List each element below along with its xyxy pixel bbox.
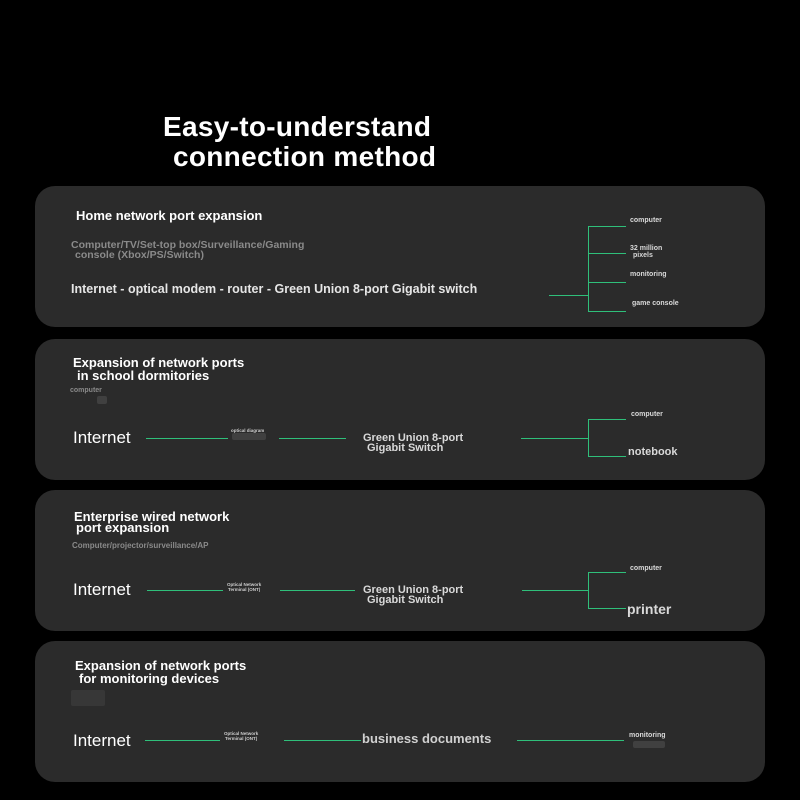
switch-line-1: Green Union 8-port [363, 584, 464, 596]
output-notebook: notebook [628, 446, 678, 458]
line-modem-switch [279, 438, 346, 439]
line-ont-center [284, 740, 361, 741]
branch-line [588, 572, 589, 608]
branch-printer [588, 608, 626, 609]
branch-computer [588, 419, 626, 420]
output-computer: computer [630, 217, 662, 224]
home-network-card [35, 186, 765, 327]
ont-label-line-2: Terminal (ONT) [225, 736, 258, 741]
branch-line [588, 226, 589, 312]
card-heading-line-2: in school dormitories [77, 368, 210, 383]
ont-label-line-1: Optical Network [227, 582, 262, 587]
page-title [163, 112, 436, 172]
devices-line-2: console (Xbox/PS/Switch) [75, 249, 204, 261]
switch-line-2: Gigabit Switch [367, 594, 444, 606]
output-monitoring: monitoring [630, 271, 667, 278]
connector-line [549, 295, 589, 296]
line-switch-devices [522, 590, 589, 591]
branch-notebook [588, 456, 626, 457]
ont-label-line-1: Optical Network [224, 731, 259, 736]
ont-label [227, 582, 261, 592]
devices-list: Computer/projector/surveillance/AP [72, 541, 209, 550]
branch-pixels [588, 253, 626, 254]
output-monitoring: monitoring [629, 732, 666, 739]
branch-game [588, 311, 626, 312]
title-line-1: Easy-to-understand [163, 111, 432, 142]
internet-label: Internet [73, 731, 131, 750]
line-center-monitoring [517, 740, 624, 741]
modem-image [232, 433, 266, 440]
line-internet-modem [146, 438, 228, 439]
school-dormitory-card [35, 339, 765, 480]
center-label: business documents [362, 731, 492, 746]
line-internet-ont [145, 740, 220, 741]
monitoring-card [35, 641, 765, 782]
monitoring-image [633, 741, 665, 748]
ont-label [224, 731, 258, 741]
branch-computer [588, 226, 626, 227]
branch-monitoring [588, 282, 626, 283]
title-line-2: connection method [173, 141, 437, 172]
enterprise-card [35, 490, 765, 631]
card-heading-line-2: port expansion [76, 520, 170, 535]
devices-line-1: Computer/TV/Set-top box/Surveillance/Gaming [71, 239, 305, 251]
output-32-million: 32 million [630, 245, 663, 252]
switch-line-1: Green Union 8-port [363, 432, 464, 444]
ont-label-line-2: Terminal (ONT) [228, 587, 261, 592]
output-pixels: pixels [633, 252, 653, 259]
switch-line-2: Gigabit Switch [367, 442, 444, 454]
device-note: computer [70, 387, 102, 394]
monitoring-device-image [71, 690, 105, 706]
output-computer: computer [631, 411, 663, 418]
branch-line [588, 419, 589, 456]
output-computer: computer [630, 565, 662, 572]
line-ont-switch [280, 590, 355, 591]
card-heading-line-1: Enterprise wired network [74, 509, 230, 524]
modem-label: optical diagram [231, 428, 265, 433]
line-internet-ont [147, 590, 223, 591]
connection-chain: Internet - optical modem - router - Green Union 8-port Gigabit switch [71, 282, 478, 296]
card-heading-line-1: Expansion of network ports [73, 355, 245, 370]
device-image [97, 396, 107, 404]
line-switch-devices [521, 438, 589, 439]
output-printer: printer [627, 601, 672, 617]
card-heading-line-1: Expansion of network ports [75, 658, 247, 673]
internet-label: Internet [73, 428, 131, 447]
branch-computer [588, 572, 626, 573]
output-game-console: game console [632, 300, 679, 307]
card-heading-line-2: for monitoring devices [79, 671, 220, 686]
internet-label: Internet [73, 580, 131, 599]
card-heading: Home network port expansion [76, 208, 263, 223]
